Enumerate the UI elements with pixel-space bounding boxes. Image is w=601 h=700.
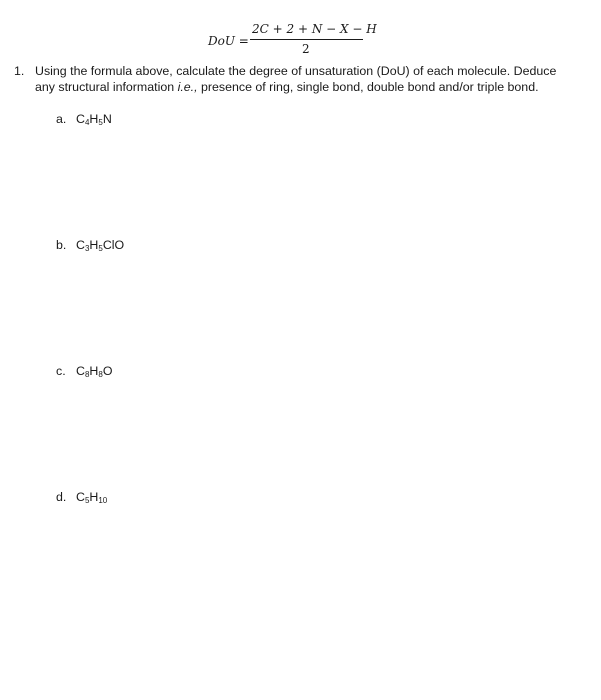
formula-denominator: 2 — [302, 42, 310, 56]
formula-element: H — [89, 364, 99, 378]
formula-element: C — [76, 238, 85, 252]
formula-subscript: 8 — [98, 370, 103, 379]
part-a — [56, 112, 112, 127]
question-number: 1. — [14, 64, 25, 78]
part-c — [56, 364, 112, 379]
question-text — [35, 64, 574, 95]
molecular-formula — [76, 364, 112, 378]
formula-element: C — [76, 364, 85, 378]
formula-subscript: 5 — [98, 244, 103, 253]
formula-element: O — [102, 364, 113, 378]
molecular-formula — [76, 112, 112, 126]
formula-subscript: 8 — [84, 370, 90, 379]
formula-element: H — [89, 112, 99, 126]
question-1 — [14, 64, 574, 95]
question-text-part1: Using the formula above, calculate the degree of unsaturation (DoU) of each molecule. Deduce any structural information — [35, 64, 557, 94]
formula-numerator: 2C + 2 + N − X − H — [252, 22, 377, 36]
part-label: b. — [56, 238, 67, 252]
formula-lhs: DoU = — [208, 34, 249, 48]
part-d — [56, 490, 107, 505]
formula-element: N — [102, 112, 112, 126]
formula-element: C — [76, 490, 85, 504]
formula-element: H — [89, 490, 99, 504]
molecular-formula — [76, 238, 124, 252]
part-label: c. — [56, 364, 66, 378]
formula-element: H — [89, 238, 99, 252]
molecular-formula — [76, 490, 107, 504]
fraction-bar — [250, 39, 363, 40]
part-label: d. — [56, 490, 67, 504]
formula-subscript: 5 — [84, 496, 90, 505]
formula-subscript: 3 — [84, 244, 90, 253]
formula-element: C — [76, 112, 85, 126]
dou-formula — [0, 18, 601, 60]
formula-element: ClO — [102, 238, 125, 252]
part-label: a. — [56, 112, 67, 126]
question-text-italic: i.e., — [177, 79, 198, 94]
part-b — [56, 238, 124, 253]
formula-subscript: 10 — [98, 496, 108, 505]
question-text-part2: presence of ring, single bond, double bond and/or triple bond. — [197, 79, 539, 94]
formula-subscript: 5 — [98, 118, 103, 127]
formula-subscript: 4 — [84, 118, 90, 127]
